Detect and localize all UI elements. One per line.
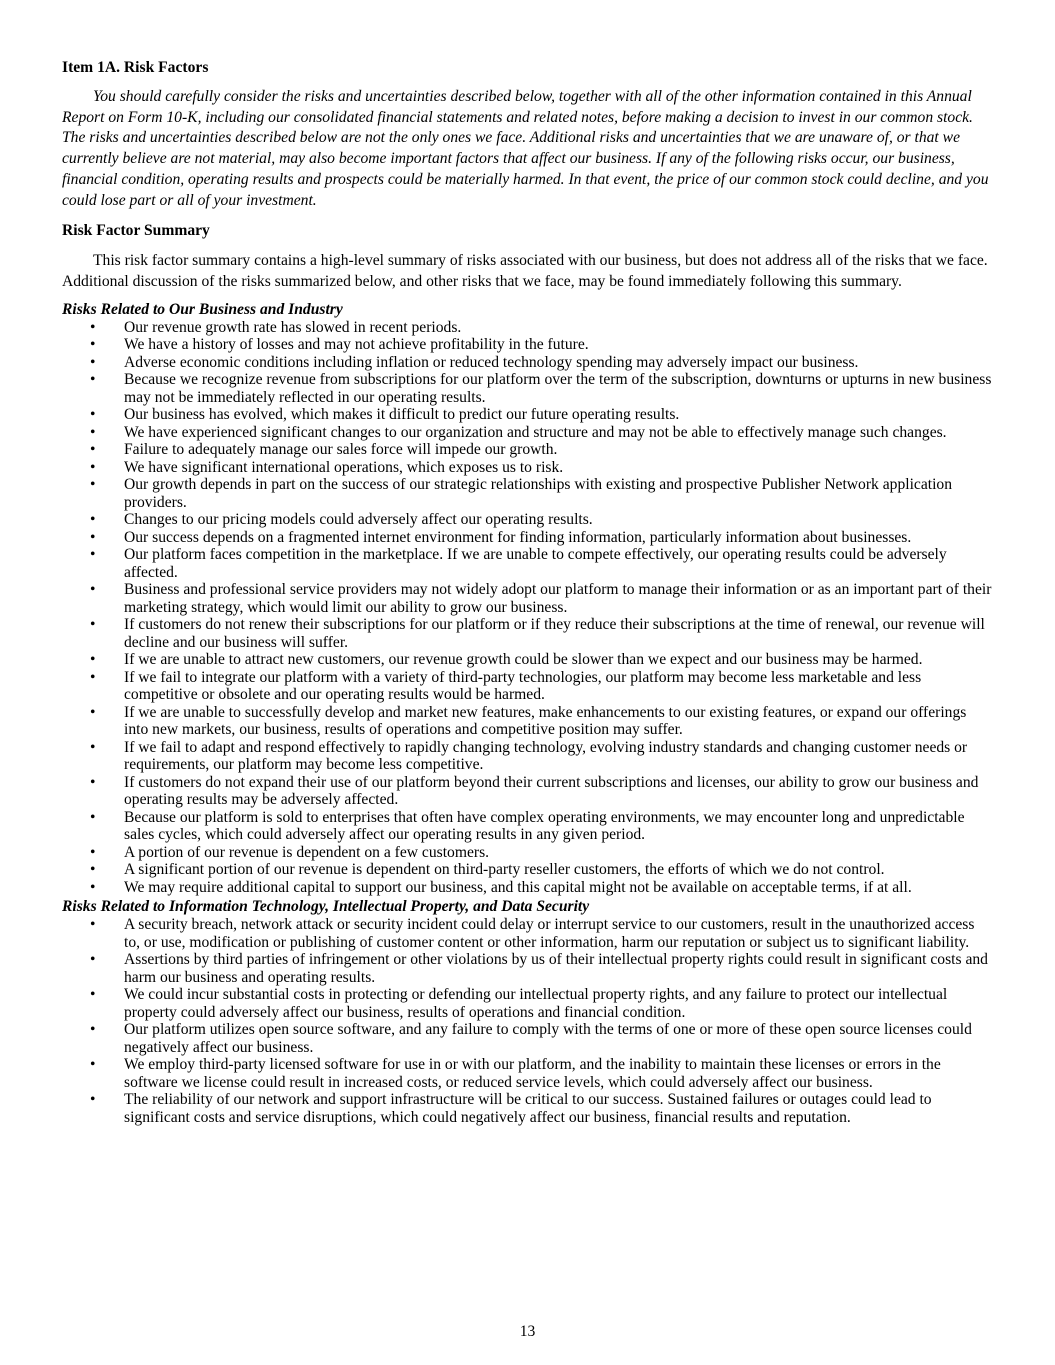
bullet-icon: • [90,951,96,969]
risk-item-text: Our business has evolved, which makes it difficult to predict our future operating results. [124,406,680,424]
bullet-icon: • [90,861,96,879]
risk-list-item [62,424,992,442]
risk-item-text: We may require additional capital to support our business, and this capital might not be available on acceptable terms, if at all. [124,878,912,896]
risk-bullet-list [62,916,992,1126]
summary-paragraph: This risk factor summary contains a high-level summary of risks associated with our business, but does not address all of the risks that we face. Additional discussion of the risks summarized below, and other risks that we face, may be found immediately following this summary. [62,252,988,290]
bullet-icon: • [90,651,96,669]
risk-list-item [62,336,992,354]
risk-item-text: If we fail to adapt and respond effectively to rapidly changing technology, evolving industry standards and changing customer needs or requirements, our platform may become less competitive. [124,738,968,774]
bullet-icon: • [90,1091,96,1109]
risk-section-title: Risks Related to Information Technology, Intellectual Property, and Data Security [62,898,590,916]
bullet-icon: • [90,916,96,934]
risk-item-text: Our platform faces competition in the marketplace. If we are unable to compete effectively, our operating results could be adversely affected. [124,546,947,581]
bullet-icon: • [90,738,96,756]
risk-list-item [62,319,992,337]
bullet-icon: • [90,808,96,826]
bullet-icon: • [90,581,96,599]
risk-item-text: If we are unable to attract new customers, our revenue growth could be slower than we expect and our business may be harmed. [124,651,923,669]
risk-list-item [62,476,992,511]
intro-paragraph: You should carefully consider the risks and uncertainties described below, together with all of the other information contained in this Annual Report on Form 10-K, including our consolidated financial statements and related notes, before making a decision to invest in our common stock. The risks and uncertainties described below are not the only ones we face. Additional risks and uncertainties that we are unaware of, or that we currently believe are not material, may also become important factors that affect our business. If any of the following risks occur, our business, financial condition, operating results and prospects could be materially harmed. In that event, the price of our common stock could decline, and you could lose part or all of your investment. [62,88,989,209]
bullet-icon: • [90,1056,96,1074]
bullet-icon: • [90,773,96,791]
risk-list-item [62,774,992,809]
bullet-icon: • [90,843,96,861]
bullet-icon: • [90,318,96,336]
bullet-icon: • [90,528,96,546]
section-heading-item-1a: Item 1A. Risk Factors [62,59,209,76]
risk-item-text: Our revenue growth rate has slowed in recent periods. [124,318,462,336]
risk-bullet-list [62,319,992,897]
bullet-icon: • [90,353,96,371]
risk-list-item [62,669,992,704]
risk-item-text: We have experienced significant changes to our organization and structure and may not be able to effectively manage such changes. [124,423,947,441]
risk-list-item [62,581,992,616]
risk-item-text: Because our platform is sold to enterprises that often have complex operating environments, we may encounter long and unpredictable sales cycles, which could adversely affect our operating results in any given period. [124,808,965,844]
risk-item-text: The reliability of our network and support infrastructure will be critical to our success. Sustained failures or outages could lead to significant costs and service disruptions, which could negatively affect our business, financial results and reputation. [124,1091,932,1126]
risk-list-item [62,1091,992,1126]
risk-list-item [62,1056,992,1091]
risk-item-text: Our platform utilizes open source software, and any failure to comply with the terms of one or more of these open source licenses could negatively affect our business. [124,1021,972,1056]
risk-item-text: Our growth depends in part on the success of our strategic relationships with existing and prospective Publisher Network application providers. [124,476,953,511]
bullet-icon: • [90,476,96,494]
bullet-icon: • [90,336,96,354]
risk-list-item [62,809,992,844]
bullet-icon: • [90,986,96,1004]
risk-list-item [62,459,992,477]
risk-list-item [62,916,992,951]
risk-list-item [62,879,992,897]
bullet-icon: • [90,458,96,476]
risk-list-item [62,651,992,669]
risk-factor-summary-heading: Risk Factor Summary [62,222,210,240]
risk-list-item [62,511,992,529]
risk-item-text: If we are unable to successfully develop and market new features, make enhancements to our existing features, or expand our offerings into new markets, our business, results of operations and competitive position may suffer. [124,703,967,739]
risk-list-item [62,371,992,406]
risk-item-text: Adverse economic conditions including inflation or reduced technology spending may adversely impact our business. [124,353,859,371]
risk-list-item [62,441,992,459]
bullet-icon: • [90,511,96,529]
risk-item-text: Because we recognize revenue from subscriptions for our platform over the term of the subscription, downturns or upturns in new business may not be immediately reflected in our operating results. [124,371,992,406]
risk-section-title: Risks Related to Our Business and Industry [62,300,343,318]
risk-list-item [62,406,992,424]
risk-item-text: We could incur substantial costs in protecting or defending our intellectual property rights, and any failure to protect our intellectual property could adversely affect our business, results of operations and financial condition. [124,986,948,1021]
risk-list-item [62,986,992,1021]
bullet-icon: • [90,546,96,564]
risk-item-text: We employ third-party licensed software for use in or with our platform, and the inability to maintain these licenses or errors in the software we license could result in increased costs, or reduced service levels, which could adversely affect our business. [124,1056,941,1091]
risk-list-item [62,354,992,372]
risk-list-item [62,529,992,547]
risk-list-item [62,844,992,862]
risk-item-text: Assertions by third parties of infringement or other violations by us of their intellectual property rights could result in significant costs and harm our business and operating results. [124,951,988,986]
document-page [62,57,992,1126]
bullet-icon: • [90,423,96,441]
risk-list-item [62,739,992,774]
risk-item-text: If customers do not expand their use of our platform beyond their current subscriptions and licenses, our ability to grow our business and operating results may be adversely affected. [124,773,979,809]
risk-item-text: If we fail to integrate our platform with a variety of third-party technologies, our platform may become less marketable and less competitive or obsolete and our operating results would be harmed. [124,668,922,704]
risk-item-text: We have significant international operations, which exposes us to risk. [124,458,564,476]
risk-list-item [62,1021,992,1056]
risk-list-item [62,546,992,581]
risk-item-text: A security breach, network attack or security incident could delay or interrupt service to our customers, result in the unauthorized access to, or use, modification or publishing of customer content or other information, harm our reputation or subject us to significant liability. [124,916,975,951]
bullet-icon: • [90,616,96,634]
risk-item-text: Changes to our pricing models could adversely affect our operating results. [124,511,593,529]
risk-item-text: Our success depends on a fragmented internet environment for finding information, particularly information about businesses. [124,528,912,546]
risk-item-text: A portion of our revenue is dependent on a few customers. [124,843,490,861]
bullet-icon: • [90,1021,96,1039]
bullet-icon: • [90,703,96,721]
risk-list-item [62,951,992,986]
risk-item-text: A significant portion of our revenue is dependent on third-party reseller customers, the efforts of which we do not control. [124,861,885,879]
bullet-icon: • [90,441,96,459]
page-number: 13 [519,1323,536,1340]
risk-list-item [62,704,992,739]
bullet-icon: • [90,371,96,389]
risk-item-text: We have a history of losses and may not achieve profitability in the future. [124,336,589,354]
bullet-icon: • [90,406,96,424]
risk-item-text: If customers do not renew their subscriptions for our platform or if they reduce their subscriptions at the time of renewal, our revenue will decline and our business will suffer. [124,616,985,651]
risk-list-item [62,616,992,651]
risk-list-item [62,861,992,879]
risk-item-text: Business and professional service providers may not widely adopt our platform to manage their information or as an important part of their marketing strategy, which would limit our ability to grow our business. [124,581,992,616]
bullet-icon: • [90,878,96,896]
risk-item-text: Failure to adequately manage our sales force will impede our growth. [124,441,558,459]
bullet-icon: • [90,668,96,686]
